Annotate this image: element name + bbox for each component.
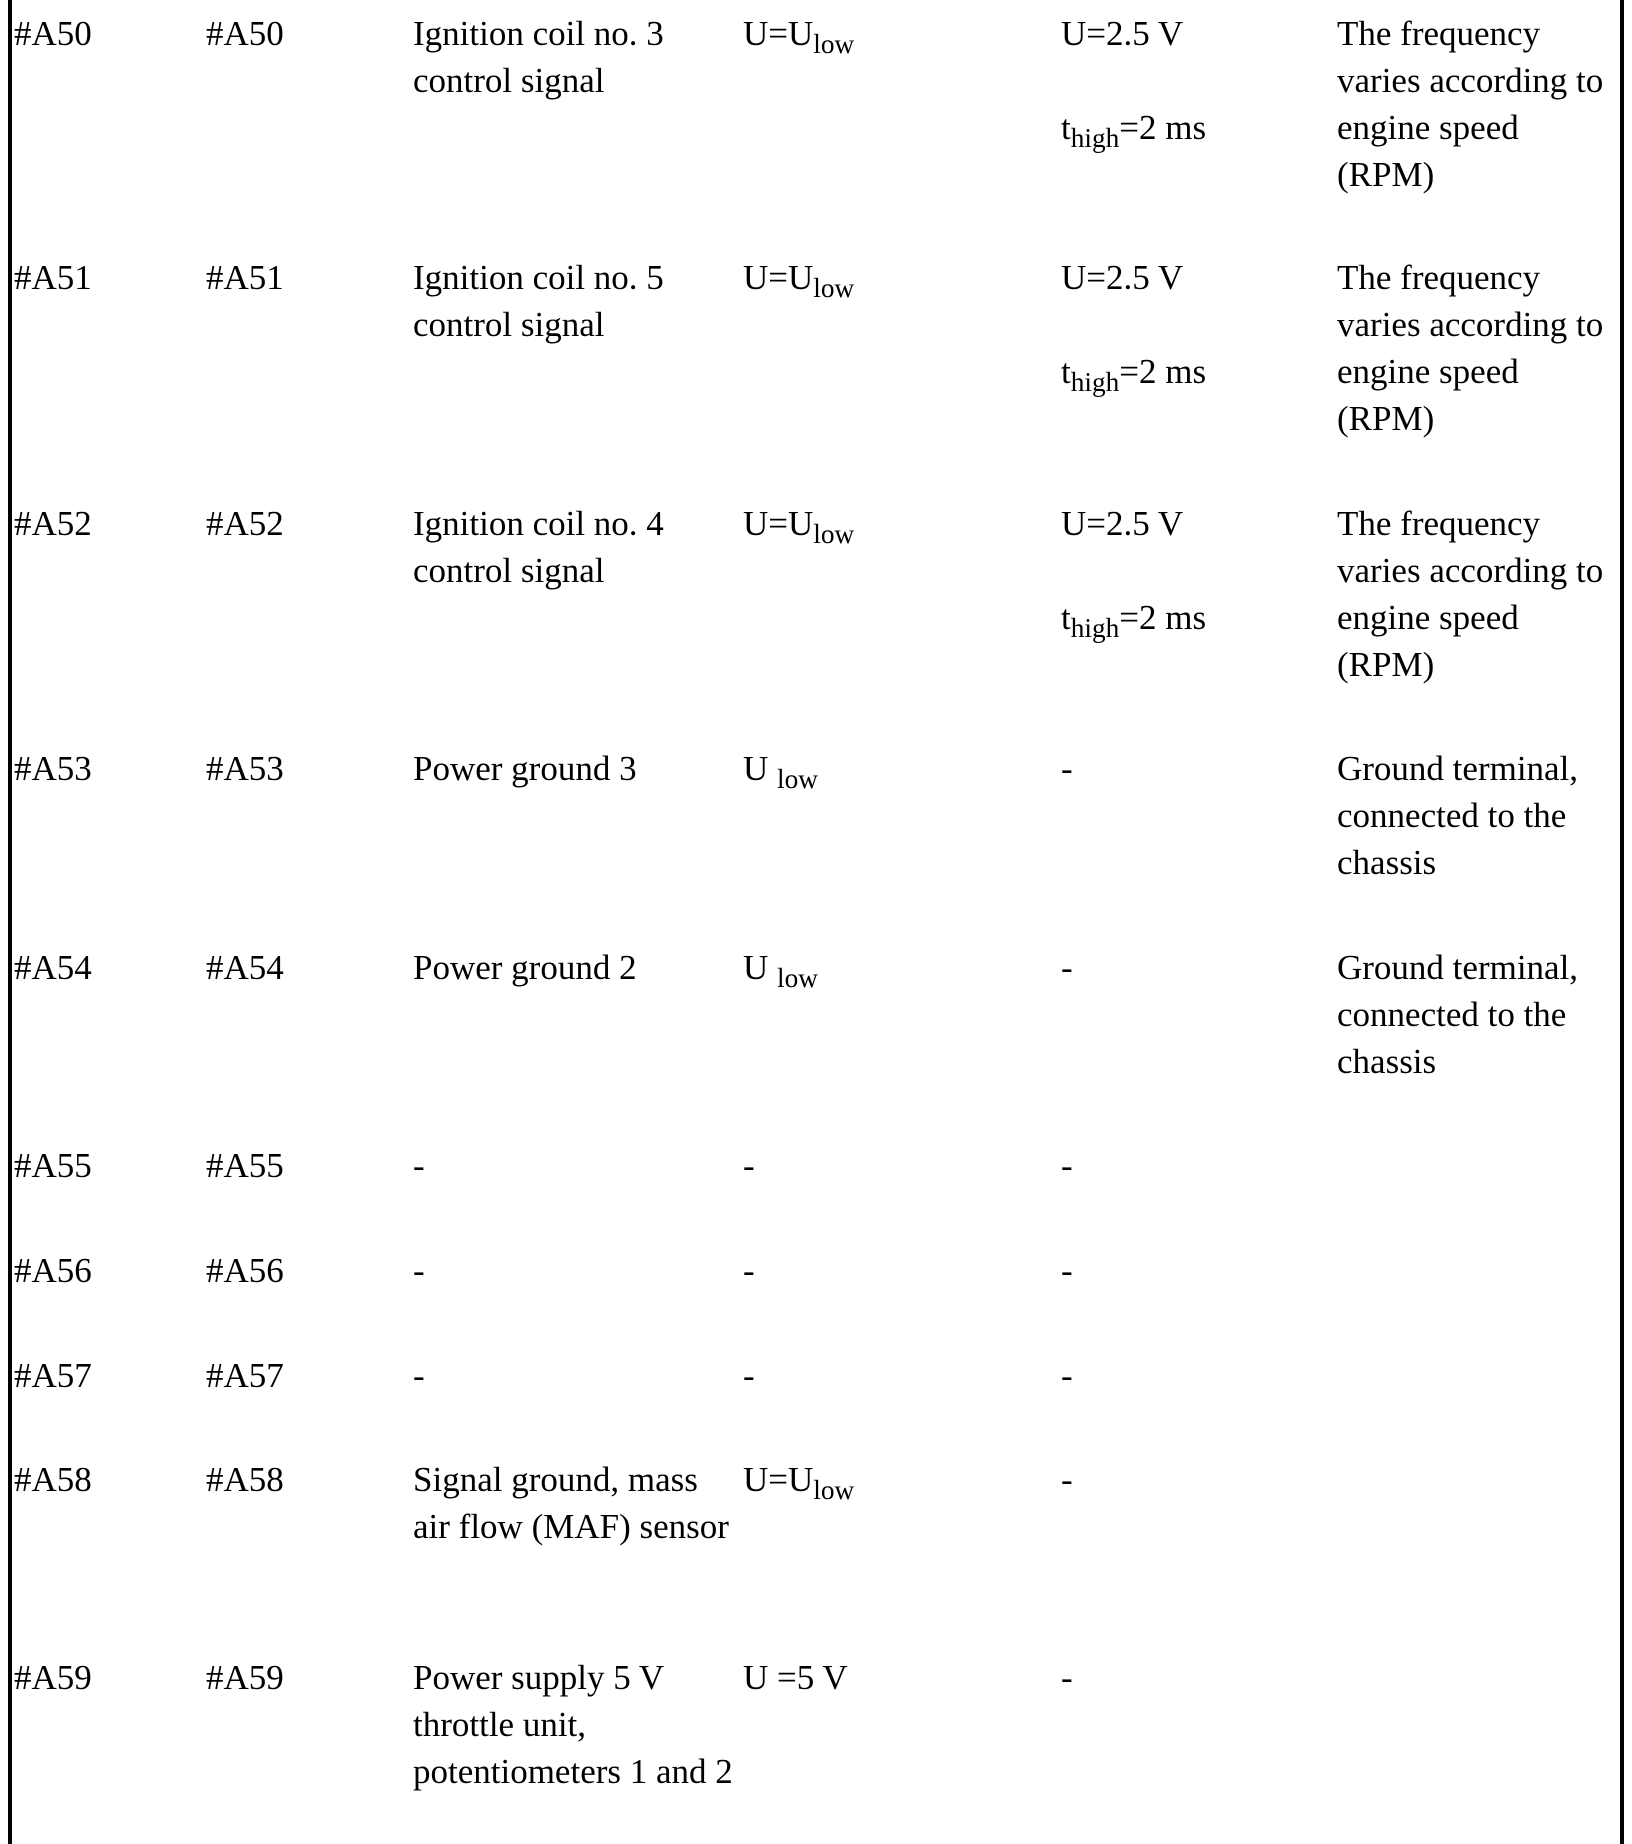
parameter-subscript: low xyxy=(777,963,818,994)
value xyxy=(1061,944,1331,991)
value-time xyxy=(1061,594,1331,644)
pin-b: #A50 xyxy=(206,14,284,53)
parameter-main: U =5 V xyxy=(743,1658,848,1697)
value-time-main: t xyxy=(1061,598,1071,637)
value-time-rest: =2 ms xyxy=(1119,352,1207,391)
pin-description: Ignition coil no. 4 control signal xyxy=(413,504,664,590)
parameter-subscript: low xyxy=(813,519,855,550)
parameter xyxy=(743,745,1053,795)
value xyxy=(1061,1142,1331,1189)
value-time-subscript: high xyxy=(1070,367,1120,398)
value xyxy=(1061,1654,1331,1701)
parameter-main: - xyxy=(743,1356,755,1395)
pin-description: Power ground 3 xyxy=(413,749,637,788)
value xyxy=(1061,1247,1331,1294)
value-time-subscript: high xyxy=(1070,613,1120,644)
note: The frequency varies according to engine speed (RPM) xyxy=(1337,258,1604,438)
pin-a: #A56 xyxy=(14,1251,92,1290)
note: Ground terminal, connected to the chassis xyxy=(1337,749,1579,882)
pin-b: #A55 xyxy=(206,1146,284,1185)
value xyxy=(1061,745,1331,792)
parameter xyxy=(743,10,1053,60)
pin-description: - xyxy=(413,1251,425,1290)
parameter-subscript: low xyxy=(813,273,855,304)
parameter-subscript: low xyxy=(813,1475,855,1506)
value-voltage: - xyxy=(1061,1356,1073,1395)
pin-description: Ignition coil no. 5 control signal xyxy=(413,258,664,344)
pin-b: #A54 xyxy=(206,948,284,987)
value-time-main: t xyxy=(1061,352,1071,391)
parameter-main: U xyxy=(743,948,778,987)
pin-a: #A51 xyxy=(14,258,92,297)
parameter xyxy=(743,1456,1053,1506)
parameter xyxy=(743,500,1053,550)
note: The frequency varies according to engine speed (RPM) xyxy=(1337,504,1604,684)
value-time xyxy=(1061,104,1331,154)
pin-b: #A52 xyxy=(206,504,284,543)
parameter-subscript: low xyxy=(813,29,855,60)
parameter xyxy=(743,1247,1053,1294)
pin-description: Power ground 2 xyxy=(413,948,637,987)
parameter-main: - xyxy=(743,1146,755,1185)
value-voltage: U=2.5 V xyxy=(1061,504,1184,543)
note: The frequency varies according to engine speed (RPM) xyxy=(1337,14,1604,194)
pin-description: Ignition coil no. 3 control signal xyxy=(413,14,664,100)
value-time-subscript: high xyxy=(1070,123,1120,154)
parameter-main: U xyxy=(743,749,778,788)
parameter-main: U=U xyxy=(743,504,814,543)
parameter-main: - xyxy=(743,1251,755,1290)
parameter-main: U=U xyxy=(743,1460,814,1499)
value-time-rest: =2 ms xyxy=(1119,598,1207,637)
pin-b: #A59 xyxy=(206,1658,284,1697)
table-right-border xyxy=(1620,0,1624,1844)
value-voltage: U=2.5 V xyxy=(1061,14,1184,53)
value-voltage: - xyxy=(1061,1146,1073,1185)
parameter xyxy=(743,1654,1053,1701)
pin-b: #A57 xyxy=(206,1356,284,1395)
value-voltage: - xyxy=(1061,1251,1073,1290)
pin-a: #A58 xyxy=(14,1460,92,1499)
parameter-subscript: low xyxy=(777,764,818,795)
parameter xyxy=(743,1142,1053,1189)
pin-description: - xyxy=(413,1146,425,1185)
pin-a: #A54 xyxy=(14,948,92,987)
pin-b: #A56 xyxy=(206,1251,284,1290)
value-time-rest: =2 ms xyxy=(1119,108,1207,147)
pin-a: #A52 xyxy=(14,504,92,543)
value xyxy=(1061,254,1331,398)
value-time-main: t xyxy=(1061,108,1071,147)
pin-a: #A55 xyxy=(14,1146,92,1185)
parameter-main: U=U xyxy=(743,14,814,53)
pin-b: #A53 xyxy=(206,749,284,788)
value xyxy=(1061,10,1331,154)
pin-description: - xyxy=(413,1356,425,1395)
value-voltage: U=2.5 V xyxy=(1061,258,1184,297)
value xyxy=(1061,500,1331,644)
table-left-border xyxy=(8,0,12,1844)
parameter xyxy=(743,254,1053,304)
pin-a: #A53 xyxy=(14,749,92,788)
pin-b: #A58 xyxy=(206,1460,284,1499)
parameter xyxy=(743,1352,1053,1399)
value xyxy=(1061,1352,1331,1399)
pin-a: #A57 xyxy=(14,1356,92,1395)
parameter xyxy=(743,944,1053,994)
pin-a: #A50 xyxy=(14,14,92,53)
value-voltage: - xyxy=(1061,749,1073,788)
pin-a: #A59 xyxy=(14,1658,92,1697)
value-time xyxy=(1061,348,1331,398)
parameter-main: U=U xyxy=(743,258,814,297)
value-voltage: - xyxy=(1061,1658,1073,1697)
pin-description: Signal ground, mass air flow (MAF) sensor xyxy=(413,1460,729,1546)
pin-b: #A51 xyxy=(206,258,284,297)
value-voltage: - xyxy=(1061,948,1073,987)
pin-description: Power supply 5 V throttle unit, potentiometers 1 and 2 xyxy=(413,1658,733,1791)
note: Ground terminal, connected to the chassis xyxy=(1337,948,1579,1081)
value-voltage: - xyxy=(1061,1460,1073,1499)
value xyxy=(1061,1456,1331,1503)
